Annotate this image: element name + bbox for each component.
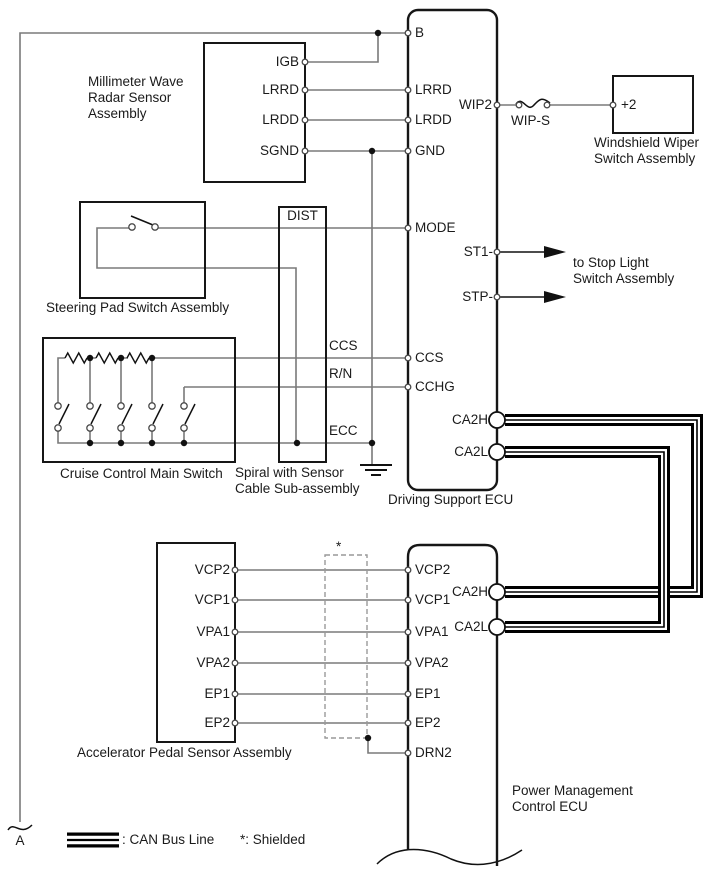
spiral-name-line2: Cable Sub-assembly <box>235 481 360 496</box>
radar-name-line1: Millimeter Wave <box>88 74 184 89</box>
accel-pin-ep1: EP1 <box>204 686 230 701</box>
accel-pin-vpa2: VPA2 <box>196 655 230 670</box>
fuse-wip-s-label: WIP-S <box>511 113 550 128</box>
radar-pin-sgnd: SGND <box>259 143 299 158</box>
arrow-right-icon <box>544 291 566 303</box>
steering-name: Steering Pad Switch Assembly <box>46 300 230 315</box>
wiper-pin-plus2: +2 <box>621 97 637 112</box>
decu-pin-b: B <box>415 25 425 40</box>
signal-wires <box>20 33 610 822</box>
connector-a-label: A <box>15 833 25 848</box>
wiper-name-line1: Windshield Wiper <box>594 135 700 150</box>
legend-shielded-label: *: Shielded <box>240 832 306 847</box>
accel-pin-vpa1: VPA1 <box>196 624 230 639</box>
accel-name: Accelerator Pedal Sensor Assembly <box>77 745 292 760</box>
can-ca2l-bundle <box>505 452 664 627</box>
wiper-name-line2: Switch Assembly <box>594 151 696 166</box>
wire-label-rn: R/N <box>329 366 353 381</box>
can-ca2l-bundle <box>505 452 664 627</box>
stop-light-note-line2: Switch Assembly <box>573 271 675 286</box>
radar-name-line2: Radar Sensor <box>88 90 172 105</box>
radar-pin-lrrd: LRRD <box>262 82 299 97</box>
connector-a-break-icon <box>8 825 32 830</box>
pecu-pin-ep1: EP1 <box>415 686 441 701</box>
accel-pin-vcp2: VCP2 <box>194 562 230 577</box>
decu-pin-gnd: GND <box>415 143 445 158</box>
arrowheads <box>544 246 566 303</box>
decu-pin-lrdd: LRDD <box>415 112 452 127</box>
dist-box <box>279 207 326 462</box>
decu-pin-ca2h: CA2H <box>451 412 488 427</box>
spiral-name-line1: Spiral with Sensor <box>235 465 344 480</box>
switch-lever-icon <box>59 404 195 424</box>
radar-name-line3: Assembly <box>88 106 147 121</box>
shield-dashed-box <box>325 555 367 738</box>
power-ecu-name-line1: Power Management <box>512 783 633 798</box>
wire-steering-loop <box>97 228 296 443</box>
pecu-pin-vcp1: VCP1 <box>415 592 451 607</box>
decu-pin-wip2: WIP2 <box>458 97 492 112</box>
wire-ccs-rail <box>58 358 405 403</box>
radar-pin-lrdd: LRDD <box>262 112 299 127</box>
driving-ecu-name: Driving Support ECU <box>388 492 514 507</box>
accel-pin-vcp1: VCP1 <box>194 592 230 607</box>
shield-asterisk: * <box>336 539 342 554</box>
wire-accel-pedal <box>238 570 405 723</box>
arrow-right-icon <box>544 246 566 258</box>
legend-can-bus-label: : CAN Bus Line <box>122 832 215 847</box>
wire-igb-branch <box>308 33 378 62</box>
stop-light-note-line1: to Stop Light <box>573 255 649 270</box>
pecu-pin-vpa1: VPA1 <box>415 624 449 639</box>
steering-switch-lever-icon <box>131 216 153 225</box>
decu-pin-ccs: CCS <box>415 350 444 365</box>
wire-ecc-rail <box>58 431 372 443</box>
power-ecu-name-line2: Control ECU <box>512 799 588 814</box>
radar-pin-igb: IGB <box>275 54 299 69</box>
pin-terminals <box>55 30 616 756</box>
decu-pin-st1: ST1- <box>463 244 493 259</box>
decu-pin-cchg: CCHG <box>415 379 455 394</box>
wire-label-ccs: CCS <box>329 338 358 353</box>
pecu-pin-drn2: DRN2 <box>415 745 452 760</box>
decu-pin-ca2l: CA2L <box>454 444 488 459</box>
wire-label-ecc: ECC <box>329 423 358 438</box>
ecu-boxes <box>408 10 497 866</box>
pecu-pin-vcp2: VCP2 <box>415 562 451 577</box>
accel-pin-ep2: EP2 <box>204 715 230 730</box>
dist-tag: DIST <box>287 208 318 223</box>
ecu-break-wave-icon <box>377 850 522 865</box>
pecu-pin-vpa2: VPA2 <box>415 655 449 670</box>
wire-switch-drops <box>90 358 152 403</box>
resistor-icon <box>65 353 149 363</box>
cruise-name: Cruise Control Main Switch <box>60 466 223 481</box>
ground-icon <box>360 465 392 475</box>
decu-pin-mode: MODE <box>415 220 456 235</box>
decu-pin-lrrd: LRRD <box>415 82 452 97</box>
pecu-pin-ca2h: CA2H <box>451 584 488 599</box>
wire-shield-drain <box>368 738 405 753</box>
pecu-pin-ep2: EP2 <box>415 715 441 730</box>
stop-light-arrow-lines <box>500 252 544 297</box>
steering-box <box>80 202 205 298</box>
can-ca2l-bundle <box>505 452 664 627</box>
decu-pin-stp: STP- <box>462 289 493 304</box>
can-bus-lines <box>67 420 697 840</box>
pecu-pin-ca2l: CA2L <box>454 619 488 634</box>
